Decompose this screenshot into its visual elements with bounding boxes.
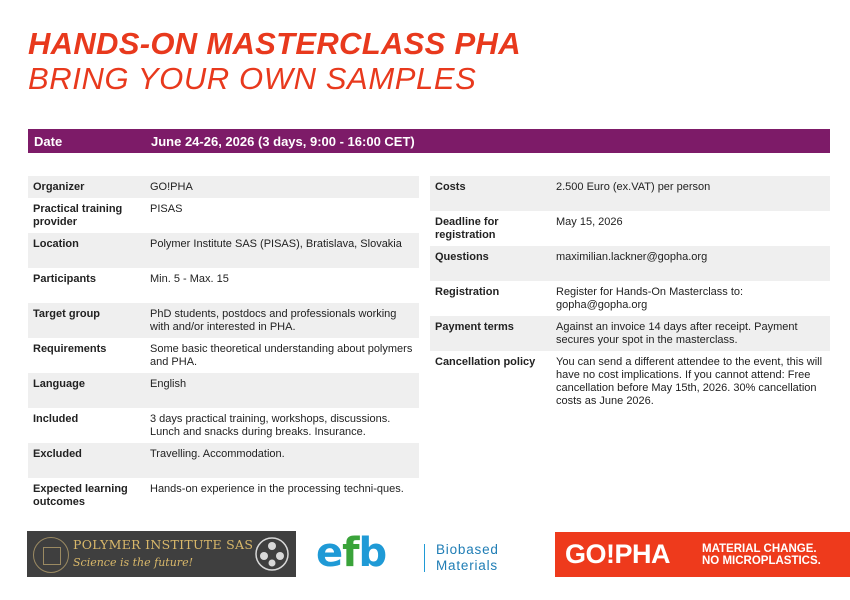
date-label: Date [34, 134, 63, 149]
table-row [430, 351, 830, 412]
efb-tagline-line1: Biobased [436, 542, 499, 557]
table-row [430, 176, 830, 211]
efb-wordmark [316, 530, 386, 576]
gopha-slogan-line2: NO MICROPLASTICS. [702, 555, 821, 567]
table-row [430, 211, 830, 246]
row-key: Questions [435, 251, 489, 263]
crest-icon [254, 536, 290, 572]
row-value: Against an invoice 14 days after receipt. Payment secures your spot in the masterclass. [556, 321, 798, 346]
table-row [28, 198, 419, 233]
table-row [430, 316, 830, 351]
table-row [28, 176, 419, 198]
table-row [28, 233, 419, 268]
row-value: Min. 5 - Max. 15 [150, 273, 229, 285]
row-key: Requirements [33, 343, 107, 355]
date-value: June 24-26, 2026 (3 days, 9:00 - 16:00 CET) [151, 134, 415, 149]
efb-logo [316, 530, 536, 578]
row-key: Cancellation policy [435, 356, 536, 368]
row-value: 3 days practical training, workshops, discussions. Lunch and snacks during breaks. Insurance. [150, 413, 391, 438]
table-row [28, 303, 419, 338]
row-key: Expected learning outcomes [33, 483, 128, 508]
table-row [28, 443, 419, 478]
page-subtitle: BRING YOUR OWN SAMPLES [28, 61, 477, 96]
row-value: Register for Hands-On Masterclass to: gopha@gopha.org [556, 286, 744, 311]
row-key: Organizer [33, 181, 85, 193]
row-key: Practical training provider [33, 203, 123, 228]
row-value: Hands-on experience in the processing techni-ques. [150, 483, 404, 495]
row-key: Language [33, 378, 85, 390]
efb-tagline-line2: Materials [436, 558, 498, 573]
efb-divider [424, 544, 425, 572]
table-row [430, 281, 830, 316]
gopha-slogan-line1: MATERIAL CHANGE. [702, 543, 817, 555]
gopha-slogan [702, 543, 821, 567]
row-value: Polymer Institute SAS (PISAS), Bratislava, Slovakia [150, 238, 402, 250]
gopha-brand: GO!PHA [565, 539, 670, 569]
efb-letter-f: f [342, 530, 359, 576]
seal-icon [33, 537, 69, 573]
row-key: Payment terms [435, 321, 514, 333]
polymer-institute-name: POLYMER INSTITUTE SAS [73, 537, 254, 552]
row-key: Included [33, 413, 79, 425]
table-row [28, 338, 419, 373]
row-value: GO!PHA [150, 181, 193, 193]
polymer-institute-logo [27, 531, 296, 577]
details-table-right [430, 176, 830, 412]
row-key: Deadline for registration [435, 216, 499, 241]
efb-letter-e: e [316, 530, 343, 576]
row-value: maximilian.lackner@gopha.org [556, 251, 708, 263]
row-value: 2.500 Euro (ex.VAT) per person [556, 181, 711, 193]
table-row [28, 373, 419, 408]
row-value: PISAS [150, 203, 183, 215]
date-bar [28, 129, 830, 153]
efb-tagline [436, 542, 499, 574]
row-key: Target group [33, 308, 101, 320]
polymer-institute-tagline: Science is the future! [73, 556, 193, 569]
details-table-left [28, 176, 419, 513]
table-row [28, 408, 419, 443]
efb-letter-b: b [358, 530, 387, 576]
row-key: Participants [33, 273, 96, 285]
row-value: Travelling. Accommodation. [150, 448, 285, 460]
table-row [28, 478, 419, 513]
row-value: English [150, 378, 187, 390]
row-value: You can send a different attendee to the event, this will have no cost implications. If you cannot attend: Free cancellation before May 15th, 2026. 30% cancellation costs as June 2026. [556, 356, 823, 407]
row-value: Some basic theoretical understanding about polymers and PHA. [150, 343, 413, 368]
gopha-logo [555, 532, 850, 577]
row-key: Location [33, 238, 79, 250]
row-key: Registration [435, 286, 500, 298]
table-row [430, 246, 830, 281]
row-key: Costs [435, 181, 466, 193]
row-value: PhD students, postdocs and professionals working with and/or interested in PHA. [150, 308, 397, 333]
page-title: HANDS-ON MASTERCLASS PHA [28, 26, 521, 61]
row-value: May 15, 2026 [556, 216, 623, 228]
row-key: Excluded [33, 448, 82, 460]
table-row [28, 268, 419, 303]
